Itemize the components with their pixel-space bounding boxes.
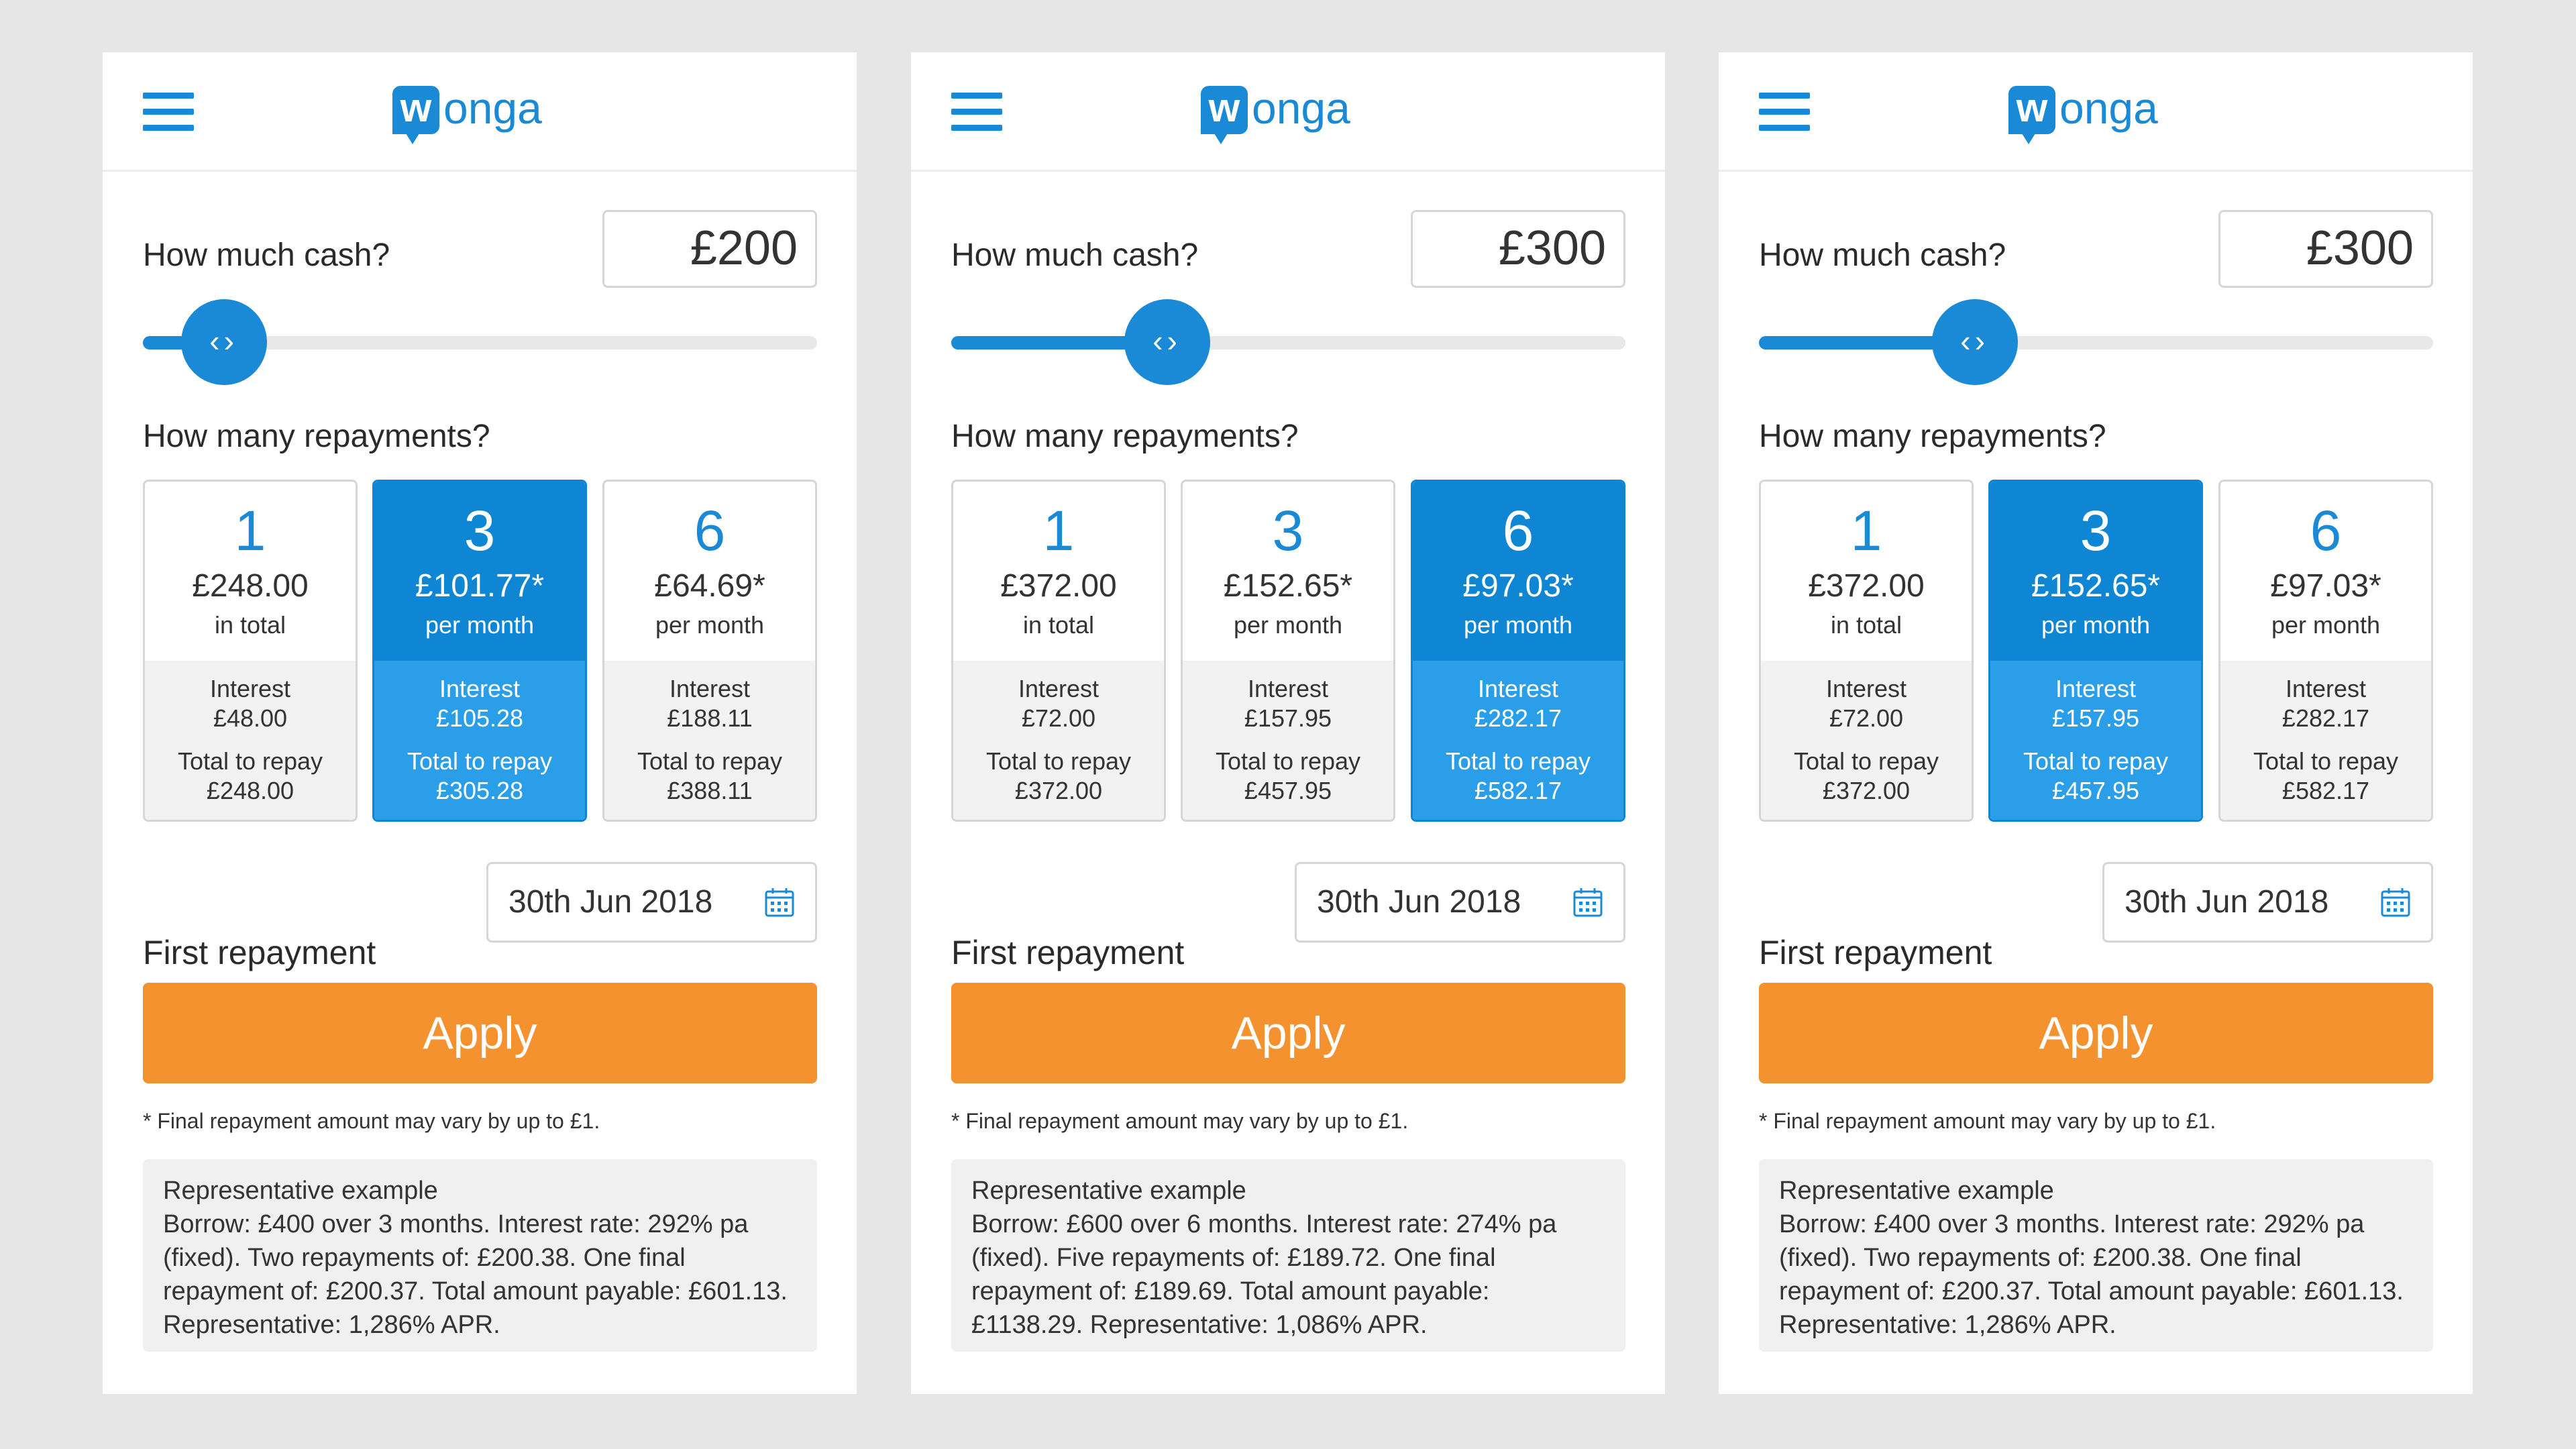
hamburger-menu-icon[interactable] bbox=[1759, 93, 1810, 130]
option-unit: per month bbox=[2271, 611, 2381, 639]
interest-value: £188.11 bbox=[667, 704, 753, 732]
chevron-left-right-icon: ‹› bbox=[1152, 323, 1181, 358]
app-header bbox=[103, 52, 857, 172]
final-repayment-footnote: * Final repayment amount may vary by up to £1. bbox=[951, 1109, 1409, 1133]
repayment-option[interactable] bbox=[1181, 480, 1395, 822]
interest-value: £157.95 bbox=[2051, 704, 2140, 732]
repayment-option[interactable] bbox=[372, 480, 587, 822]
total-value: £457.95 bbox=[2051, 777, 2140, 804]
repayment-option[interactable] bbox=[1759, 480, 1974, 822]
total-label: Total to repay bbox=[407, 747, 553, 775]
apply-button[interactable]: Apply bbox=[1759, 983, 2433, 1083]
total-label: Total to repay bbox=[1215, 747, 1361, 775]
first-repayment-label: First repayment bbox=[143, 934, 376, 971]
representative-example-box bbox=[143, 1159, 817, 1352]
interest-label: Interest bbox=[439, 675, 521, 702]
repayment-option[interactable] bbox=[951, 480, 1166, 822]
repayment-option[interactable] bbox=[602, 480, 817, 822]
total-value: £305.28 bbox=[435, 777, 524, 804]
option-unit: in total bbox=[1830, 611, 1902, 639]
repayment-option[interactable] bbox=[1988, 480, 2203, 822]
final-repayment-footnote: * Final repayment amount may vary by up to £1. bbox=[1759, 1109, 2216, 1133]
first-repayment-date-value: 30th Jun 2018 bbox=[508, 884, 713, 920]
cash-slider-handle[interactable] bbox=[1932, 299, 2018, 385]
logo-mark: w bbox=[2008, 86, 2055, 134]
total-value: £388.11 bbox=[667, 777, 753, 804]
option-price: £152.65* bbox=[1223, 568, 1353, 604]
total-value: £248.00 bbox=[206, 777, 294, 804]
first-repayment-date-value: 30th Jun 2018 bbox=[1317, 884, 1521, 920]
first-repayment-date-picker[interactable] bbox=[1295, 862, 1625, 943]
representative-example-text: Borrow: £600 over 6 months. Interest rate: 274% pa (fixed). Five repayments of: £189.72. One final repayment of: £189.69. Total amount payable: £1138.29. Representative: 1,086% APR. bbox=[971, 1210, 1557, 1339]
wonga-logo[interactable] bbox=[2008, 83, 2183, 145]
representative-example-text: Borrow: £400 over 3 months. Interest rate: 292% pa (fixed). Two repayments of: £200.38. One final repayment of: £200.37. Total amount payable: £601.13. Representative: 1,286% APR. bbox=[1779, 1210, 2404, 1339]
option-price: £97.03* bbox=[2270, 568, 2381, 604]
option-price: £372.00 bbox=[1808, 568, 1925, 604]
interest-label: Interest bbox=[669, 675, 751, 702]
option-price: £64.69* bbox=[654, 568, 765, 604]
interest-label: Interest bbox=[1477, 675, 1559, 702]
option-unit: per month bbox=[1233, 611, 1343, 639]
phone-panel bbox=[1719, 52, 2473, 1394]
wonga-logo[interactable] bbox=[392, 83, 567, 145]
first-repayment-date-value: 30th Jun 2018 bbox=[2125, 884, 2329, 920]
option-unit: per month bbox=[425, 611, 535, 639]
total-label: Total to repay bbox=[2253, 747, 2399, 775]
logo-mark: w bbox=[1201, 86, 1248, 134]
total-label: Total to repay bbox=[637, 747, 783, 775]
option-count: 3 bbox=[2080, 499, 2112, 562]
interest-label: Interest bbox=[2055, 675, 2137, 702]
total-value: £582.17 bbox=[2282, 777, 2370, 804]
option-unit: per month bbox=[2041, 611, 2151, 639]
repayments-question-label: How many repayments? bbox=[1759, 419, 2106, 454]
calendar-icon[interactable] bbox=[1572, 887, 1603, 918]
interest-value: £105.28 bbox=[435, 704, 524, 732]
option-unit: in total bbox=[1022, 611, 1095, 639]
total-label: Total to repay bbox=[1445, 747, 1591, 775]
chevron-left-right-icon: ‹› bbox=[1960, 323, 1989, 358]
interest-label: Interest bbox=[1018, 675, 1099, 702]
cash-slider-handle[interactable] bbox=[1124, 299, 1210, 385]
option-count: 3 bbox=[1272, 499, 1304, 562]
first-repayment-date-picker[interactable] bbox=[486, 862, 817, 943]
interest-value: £72.00 bbox=[1021, 704, 1096, 732]
cash-slider-track[interactable] bbox=[951, 336, 1625, 350]
interest-label: Interest bbox=[1825, 675, 1907, 702]
first-repayment-label: First repayment bbox=[1759, 934, 1992, 971]
repayment-option[interactable] bbox=[2218, 480, 2433, 822]
cash-slider-handle[interactable] bbox=[181, 299, 267, 385]
interest-value: £282.17 bbox=[2282, 704, 2370, 732]
calendar-icon[interactable] bbox=[2380, 887, 2411, 918]
repayment-option[interactable] bbox=[143, 480, 358, 822]
option-unit: per month bbox=[655, 611, 765, 639]
logo-wordmark: onga bbox=[443, 83, 542, 133]
cash-question-label: How much cash? bbox=[1759, 237, 2006, 273]
phone-panel bbox=[103, 52, 857, 1394]
option-price: £97.03* bbox=[1462, 568, 1574, 604]
logo-wordmark: onga bbox=[1252, 83, 1350, 133]
cash-question-label: How much cash? bbox=[143, 237, 390, 273]
representative-example-box bbox=[951, 1159, 1625, 1352]
first-repayment-label: First repayment bbox=[951, 934, 1185, 971]
option-count: 1 bbox=[1042, 499, 1075, 562]
interest-value: £48.00 bbox=[213, 704, 288, 732]
option-count: 1 bbox=[1850, 499, 1882, 562]
representative-example-text: Borrow: £400 over 3 months. Interest rate: 292% pa (fixed). Two repayments of: £200.38. One final repayment of: £200.37. Total amount payable: £601.13. Representative: 1,286% APR. bbox=[163, 1210, 788, 1339]
cash-slider-track[interactable] bbox=[1759, 336, 2433, 350]
calendar-icon[interactable] bbox=[764, 887, 795, 918]
option-count: 3 bbox=[464, 499, 496, 562]
interest-label: Interest bbox=[209, 675, 291, 702]
total-label: Total to repay bbox=[1793, 747, 1939, 775]
option-count: 1 bbox=[234, 499, 266, 562]
representative-example-title: Representative example bbox=[1779, 1177, 2054, 1205]
hamburger-menu-icon[interactable] bbox=[951, 93, 1002, 130]
first-repayment-date-picker[interactable] bbox=[2102, 862, 2433, 943]
final-repayment-footnote: * Final repayment amount may vary by up to £1. bbox=[143, 1109, 600, 1133]
wonga-logo[interactable] bbox=[1201, 83, 1375, 145]
representative-example-title: Representative example bbox=[163, 1177, 438, 1205]
option-price: £248.00 bbox=[192, 568, 309, 604]
total-label: Total to repay bbox=[985, 747, 1132, 775]
total-value: £372.00 bbox=[1822, 777, 1911, 804]
cash-amount-input[interactable]: £300 bbox=[2218, 210, 2433, 288]
chevron-left-right-icon: ‹› bbox=[209, 323, 238, 358]
interest-label: Interest bbox=[1247, 675, 1329, 702]
cash-amount-input[interactable]: £300 bbox=[1411, 210, 1625, 288]
total-value: £582.17 bbox=[1474, 777, 1562, 804]
option-unit: per month bbox=[1463, 611, 1573, 639]
repayments-question-label: How many repayments? bbox=[143, 419, 490, 454]
option-count: 6 bbox=[694, 499, 726, 562]
app-header bbox=[1719, 52, 2473, 172]
total-value: £372.00 bbox=[1014, 777, 1103, 804]
repayments-question-label: How many repayments? bbox=[951, 419, 1299, 454]
cash-question-label: How much cash? bbox=[951, 237, 1199, 273]
total-label: Total to repay bbox=[177, 747, 323, 775]
option-price: £372.00 bbox=[1000, 568, 1117, 604]
interest-value: £282.17 bbox=[1474, 704, 1562, 732]
app-header bbox=[911, 52, 1665, 172]
apply-button[interactable]: Apply bbox=[951, 983, 1625, 1083]
representative-example-box bbox=[1759, 1159, 2433, 1352]
total-value: £457.95 bbox=[1244, 777, 1332, 804]
phone-panel bbox=[911, 52, 1665, 1394]
interest-label: Interest bbox=[2285, 675, 2367, 702]
total-label: Total to repay bbox=[2023, 747, 2169, 775]
representative-example-title: Representative example bbox=[971, 1177, 1246, 1205]
cash-amount-input[interactable]: £200 bbox=[602, 210, 817, 288]
logo-mark: w bbox=[392, 86, 439, 134]
repayment-option[interactable] bbox=[1411, 480, 1625, 822]
option-unit: in total bbox=[214, 611, 286, 639]
option-price: £101.77* bbox=[415, 568, 545, 604]
option-count: 6 bbox=[2310, 499, 2342, 562]
apply-button[interactable]: Apply bbox=[143, 983, 817, 1083]
option-count: 6 bbox=[1502, 499, 1534, 562]
interest-value: £72.00 bbox=[1829, 704, 1904, 732]
option-price: £152.65* bbox=[2031, 568, 2161, 604]
hamburger-menu-icon[interactable] bbox=[143, 93, 194, 130]
logo-wordmark: onga bbox=[2059, 83, 2158, 133]
interest-value: £157.95 bbox=[1244, 704, 1332, 732]
